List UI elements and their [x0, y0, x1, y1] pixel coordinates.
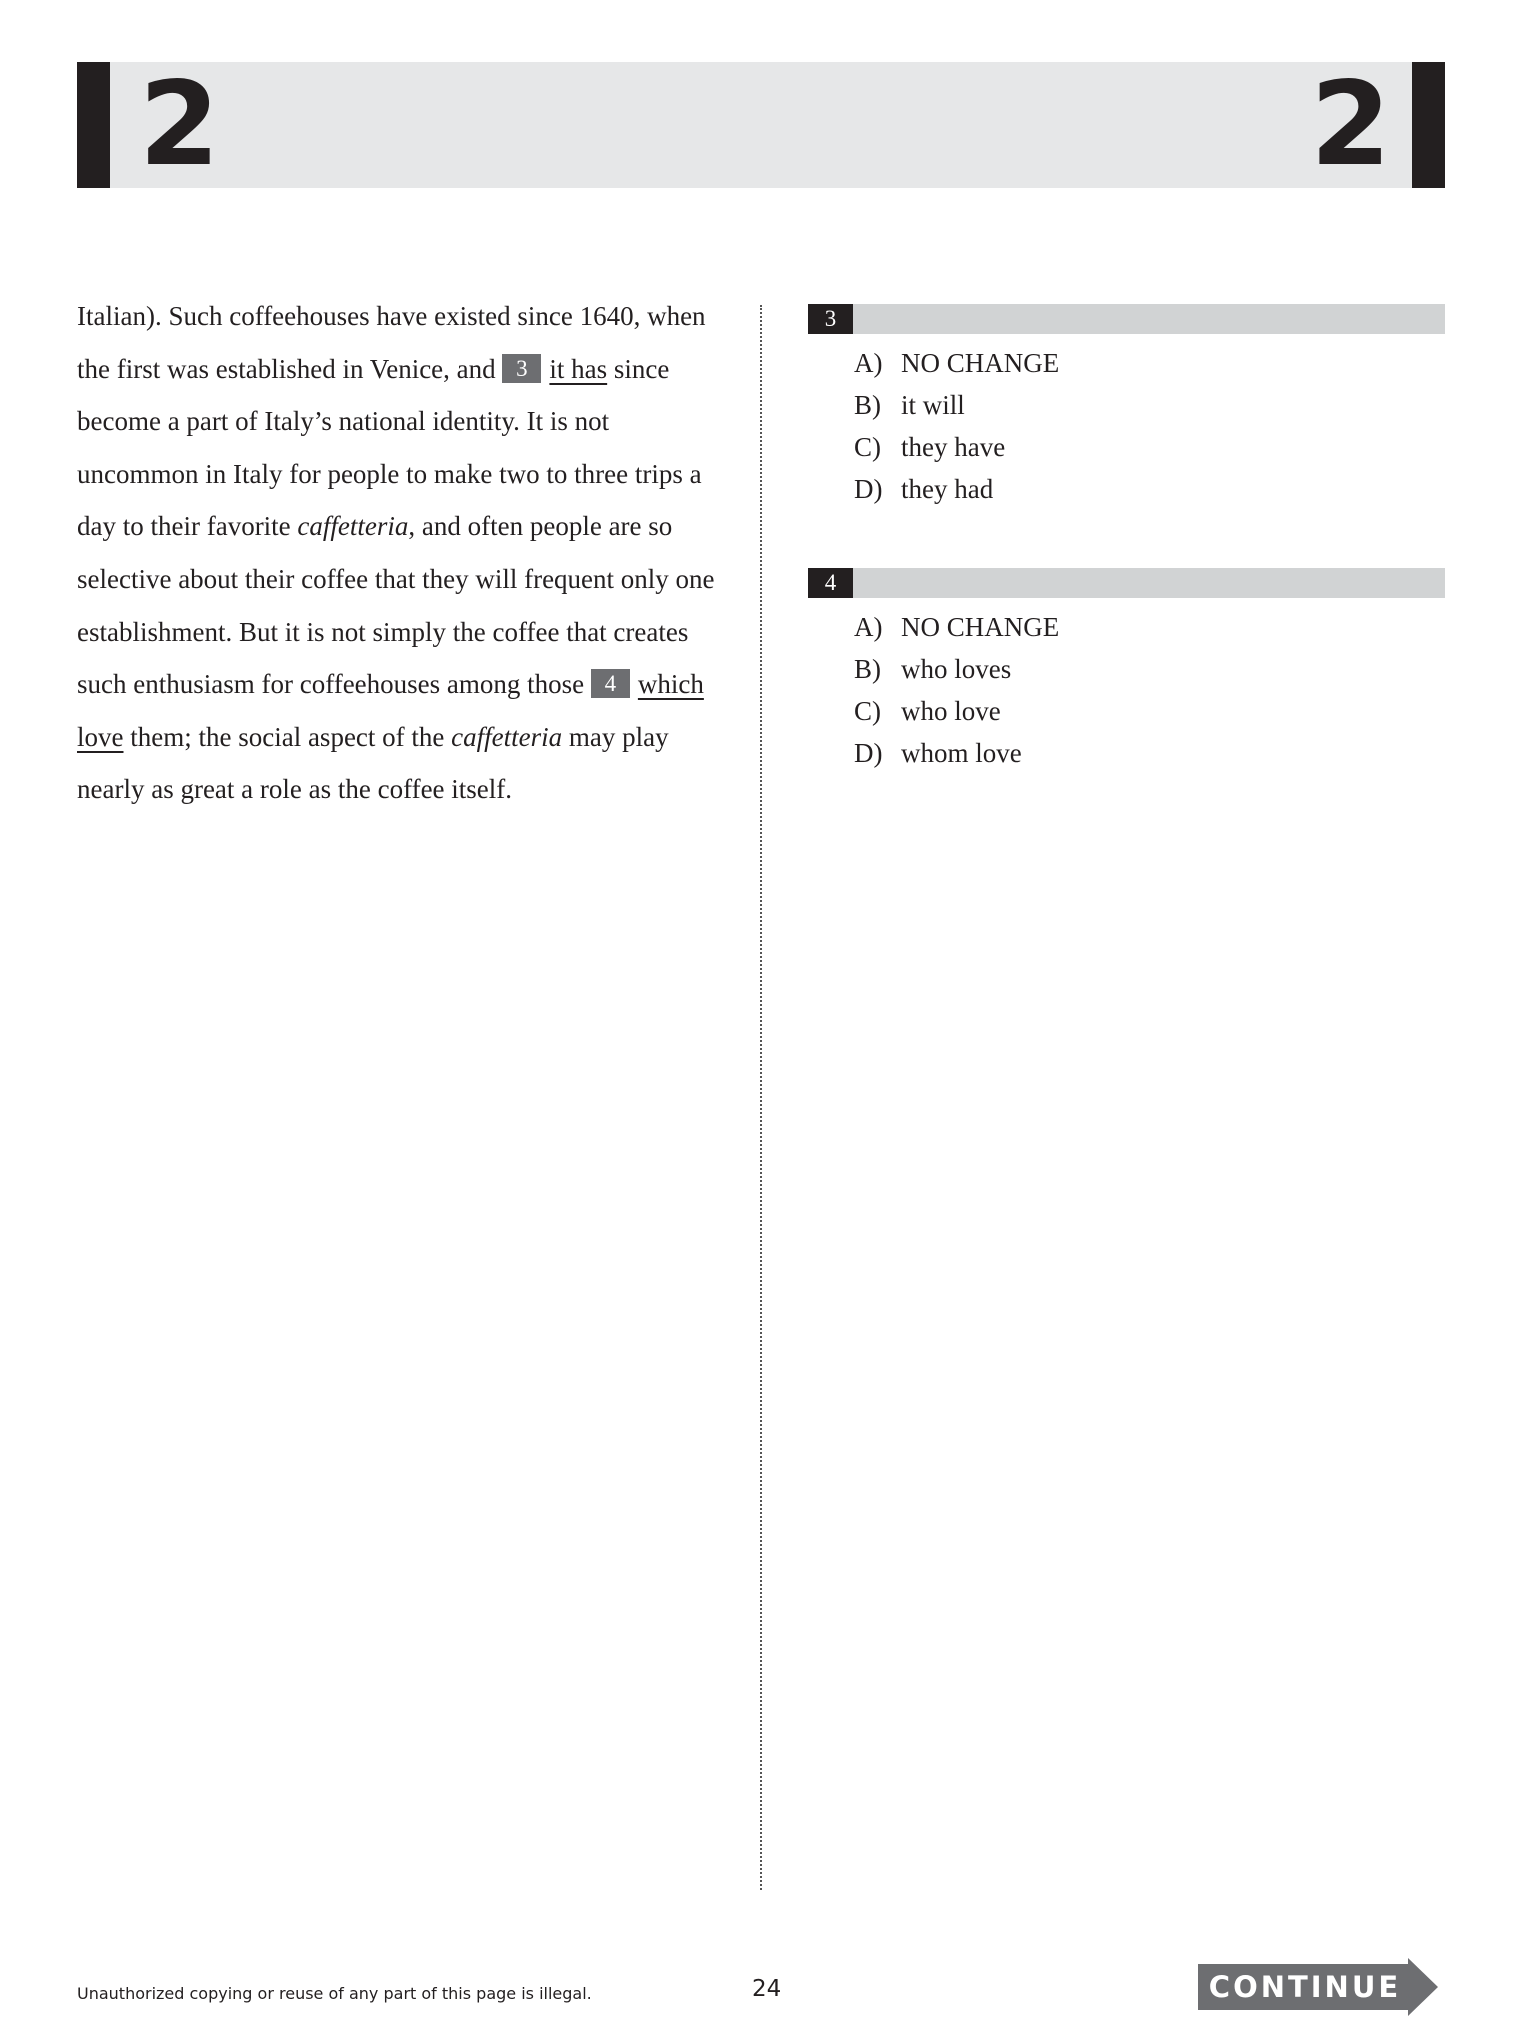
answer-choice-d[interactable] — [808, 468, 1445, 510]
answer-choice-d[interactable] — [808, 732, 1445, 774]
header-left-bar — [77, 62, 110, 188]
section-number-left: 2 — [139, 57, 218, 192]
question-header-bar — [808, 568, 1445, 598]
choice-text: it will — [901, 390, 965, 420]
choice-letter: B) — [854, 390, 881, 420]
passage-text: them; the social aspect of the — [123, 721, 452, 752]
answer-choice-a[interactable] — [808, 342, 1445, 384]
answer-choice-b[interactable] — [808, 648, 1445, 690]
choice-text: they had — [901, 474, 994, 504]
choice-text: whom love — [901, 738, 1022, 768]
choice-letter: A) — [854, 348, 883, 378]
choice-text: NO CHANGE — [901, 348, 1060, 378]
answer-choice-c[interactable] — [808, 690, 1445, 732]
passage-paragraph — [77, 290, 717, 816]
column-divider — [760, 305, 762, 1890]
choice-letter: C) — [854, 432, 881, 462]
question-3 — [808, 304, 1445, 510]
passage-text: Italian). Such coffeehouses have existed since 1640, when the first was established in Venice, and — [77, 301, 706, 384]
header-right-bar — [1412, 62, 1445, 188]
italic-term: caffetteria — [297, 511, 409, 542]
answer-choice-b[interactable] — [808, 384, 1445, 426]
choice-letter: D) — [854, 738, 883, 768]
question-header-bar — [808, 304, 1445, 334]
answer-choices — [808, 342, 1445, 510]
answer-choice-c[interactable] — [808, 426, 1445, 468]
choice-text: who love — [901, 696, 1001, 726]
choice-letter: C) — [854, 696, 881, 726]
continue-button[interactable] — [1198, 1958, 1438, 2016]
choice-letter: A) — [854, 612, 883, 642]
choice-text: who loves — [901, 654, 1012, 684]
section-number-right: 2 — [1310, 57, 1389, 192]
reading-passage — [77, 290, 717, 816]
question-number: 3 — [808, 304, 853, 334]
choice-letter: D) — [854, 474, 883, 504]
section-header — [77, 57, 1445, 192]
underlined-phrase-3[interactable]: it has — [549, 353, 608, 384]
italic-term: caffetteria — [451, 721, 563, 752]
question-marker-4[interactable]: 4 — [591, 669, 630, 698]
page-number: 24 — [752, 1976, 782, 2002]
question-number: 4 — [808, 568, 853, 598]
passage-text: , and often people are so selective about their coffee that they will frequent only one establishment. But it is not simply the coffee that creates such enthusiasm for coffeehouses among those — [77, 511, 715, 700]
copyright-notice: Unauthorized copying or reuse of any part of this page is illegal. — [77, 1984, 592, 2003]
choice-text: NO CHANGE — [901, 612, 1060, 642]
choice-letter: B) — [854, 654, 881, 684]
choice-text: they have — [901, 432, 1006, 462]
underlined-phrase-4[interactable]: which love — [77, 669, 704, 752]
question-4 — [808, 568, 1445, 774]
answer-choices — [808, 606, 1445, 774]
passage-text: may play nearly as great a role as the coffee itself. — [77, 721, 669, 805]
continue-label: CONTINUE — [1208, 1970, 1402, 2004]
passage-text: since become a part of Italy’s national identity. It is not uncommon in Italy for people to make two to three trips a day to their favorite — [77, 353, 702, 542]
answer-choice-a[interactable] — [808, 606, 1445, 648]
question-marker-3[interactable]: 3 — [502, 354, 541, 383]
